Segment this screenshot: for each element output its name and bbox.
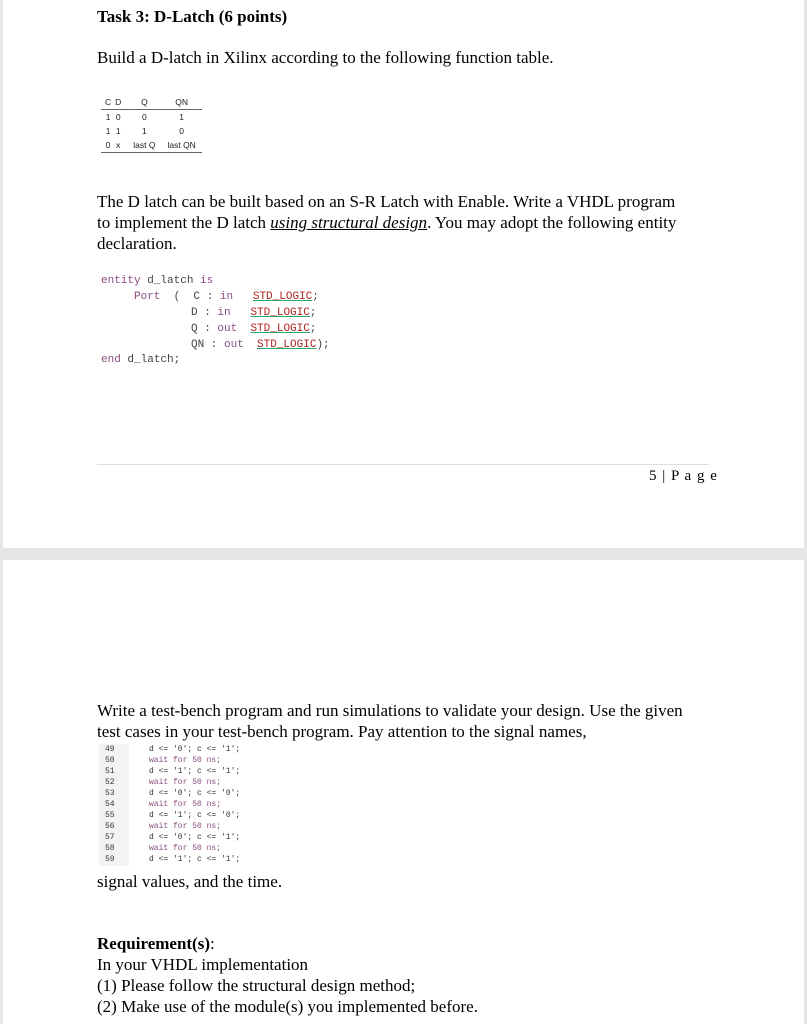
code-direction: in <box>219 291 234 303</box>
requirement-line: (1) Please follow the structural design method; <box>97 976 416 995</box>
table-cell: 0 <box>101 138 113 153</box>
code-direction: out <box>224 339 244 351</box>
code-signal: D <box>191 307 198 319</box>
table-cell: last Q <box>127 138 161 153</box>
table-cell: 1 <box>179 112 185 122</box>
code-text: d <= '0'; c <= '0'; <box>149 789 241 798</box>
paragraph-text: The D latch can be built based on an S-R Latch with Enable. Write a VHDL program to implement the D latch <box>97 192 676 232</box>
table-cell: 0 <box>179 126 185 136</box>
code-type: STD_LOGIC <box>257 339 317 351</box>
line-number: 56 <box>105 822 115 831</box>
code-port-line: QN : out STD_LOGIC); <box>191 339 330 351</box>
line-number: 54 <box>105 800 115 809</box>
code-text: d <= '1'; c <= '0'; <box>149 811 241 820</box>
code-entity-name: d_latch; <box>120 354 181 366</box>
document-page-1 <box>3 0 804 548</box>
testbench-paragraph: Write a test-bench program and run simulations to validate your design. Use the given test cases in your test-bench program. Pay attention to the signal names, <box>97 701 683 741</box>
code-keyword: end <box>101 354 121 366</box>
table-header-cell: D <box>113 95 127 110</box>
page-number: 5 | P a g e <box>649 468 718 484</box>
code-signal: Q <box>191 323 198 335</box>
code-text: d <= '0'; c <= '1'; <box>149 833 241 842</box>
table-cell: 0 <box>142 112 147 122</box>
code-punct: ); <box>316 339 330 351</box>
code-text: wait for 50 ns; <box>149 778 222 787</box>
code-direction: out <box>217 323 238 335</box>
code-port-line: D : in STD_LOGIC; <box>191 307 317 319</box>
code-type: STD_LOGIC <box>250 323 310 335</box>
line-number: 49 <box>105 745 115 754</box>
document-page-2 <box>3 560 804 1024</box>
code-keyword: is <box>200 275 214 287</box>
table-header-cell: Q <box>127 95 161 110</box>
testbench-code-listing <box>99 744 299 866</box>
code-signal: C <box>193 291 201 303</box>
table-cell: last QN <box>161 138 201 153</box>
table-cell: 1 <box>115 126 121 136</box>
line-number: 59 <box>105 855 115 864</box>
code-punct: ; <box>309 323 317 335</box>
line-number: 55 <box>105 811 115 820</box>
table-cell: 0 <box>115 112 121 122</box>
requirement-line: In your VHDL implementation <box>97 955 309 974</box>
intro-paragraph: Build a D-latch in Xilinx according to the following function table. <box>97 48 554 67</box>
requirements-heading <box>97 933 717 954</box>
code-end-line <box>101 353 180 369</box>
table-row <box>101 138 202 153</box>
code-port-line: Q : out STD_LOGIC; <box>191 323 317 335</box>
requirement-line: (2) Make use of the module(s) you implemented before. <box>97 997 478 1016</box>
code-keyword: entity <box>101 275 141 287</box>
code-punct: ; <box>312 291 319 303</box>
code-text: d <= '1'; c <= '1'; <box>149 855 241 864</box>
code-text: wait for 50 ns; <box>149 800 222 809</box>
line-number: 58 <box>105 844 115 853</box>
code-text: wait for 50 ns; <box>149 844 222 853</box>
emphasis-text: using structural design <box>270 213 428 232</box>
signal-values-paragraph: signal values, and the time. <box>97 872 283 891</box>
table-header-cell: QN <box>161 95 201 110</box>
function-table <box>101 95 202 153</box>
structural-design-paragraph <box>97 191 687 254</box>
code-port-line: Port ( C : in STD_LOGIC; <box>134 291 319 303</box>
function-table-header <box>101 95 202 110</box>
table-header-cell: C <box>101 95 113 110</box>
table-cell: 1 <box>105 126 111 136</box>
code-type: STD_LOGIC <box>252 291 313 303</box>
table-cell: 1 <box>142 126 147 136</box>
code-text: d <= '1'; c <= '1'; <box>149 767 241 776</box>
footer-divider <box>97 464 709 465</box>
code-punct: ; <box>309 307 317 319</box>
code-text: wait for 50 ns; <box>149 822 222 831</box>
table-row <box>101 124 202 138</box>
table-cell: 1 <box>105 112 111 122</box>
code-type: STD_LOGIC <box>250 307 310 319</box>
requirements-colon: : <box>210 934 215 953</box>
requirements-title: Requirement(s) <box>97 934 210 953</box>
code-keyword: Port <box>134 291 161 303</box>
paragraph-text: . You may adopt the following entity declaration. <box>97 213 677 253</box>
code-signal: QN <box>191 339 205 351</box>
table-row <box>101 110 202 125</box>
line-number: 57 <box>105 833 115 842</box>
line-number: 52 <box>105 778 115 787</box>
code-text: wait for 50 ns; <box>149 756 222 765</box>
entity-code-block <box>101 274 213 290</box>
task-heading: Task 3: D-Latch (6 points) <box>97 7 288 26</box>
line-number: 53 <box>105 789 115 798</box>
code-entity-name: d_latch <box>140 275 201 287</box>
code-text: d <= '0'; c <= '1'; <box>149 745 241 754</box>
line-number: 51 <box>105 767 115 776</box>
line-number: 50 <box>105 756 115 765</box>
table-cell: x <box>113 138 127 153</box>
code-direction: in <box>217 307 231 319</box>
